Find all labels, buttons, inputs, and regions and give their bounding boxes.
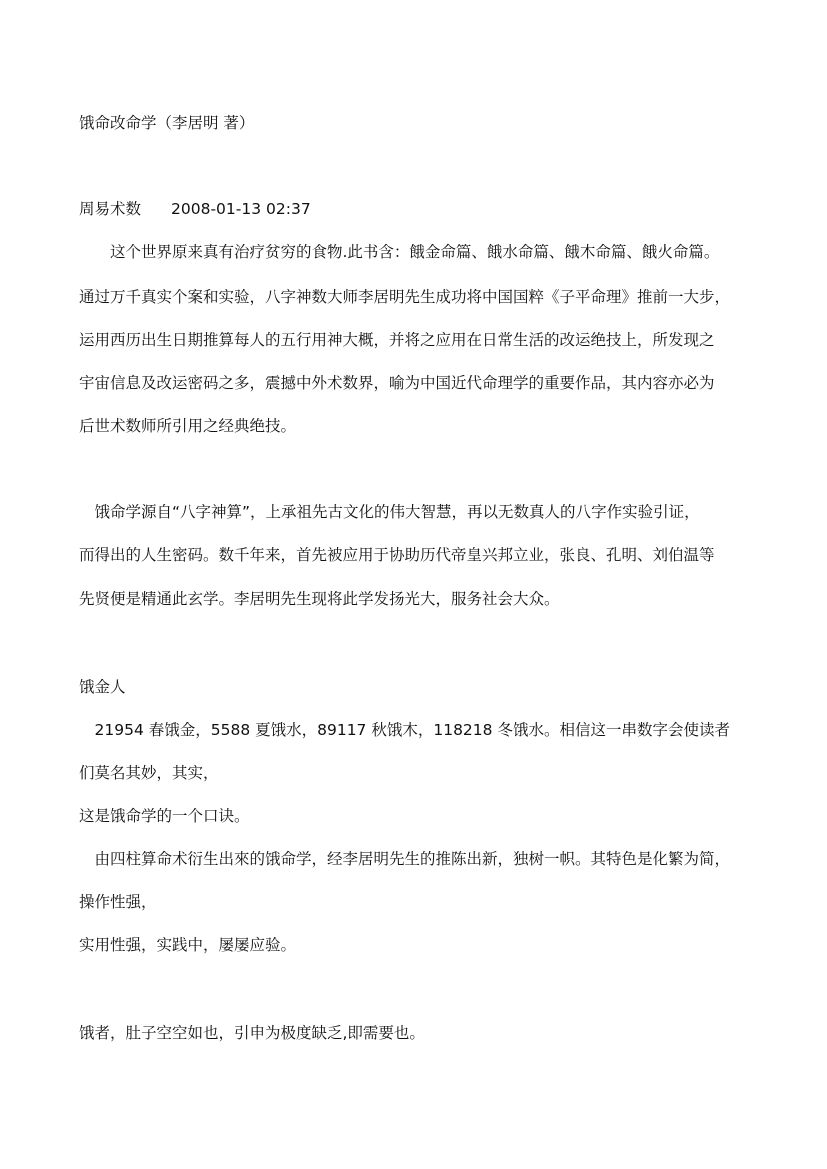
section-heading: 饿金人 bbox=[79, 678, 126, 696]
intro-line: 后世术数师所引用之经典绝技。 bbox=[79, 417, 297, 435]
intro-line: 宇宙信息及改运密码之多，震撼中外术数界，喻为中国近代命理学的重要作品，其内容亦必为 bbox=[79, 374, 715, 392]
meta-datetime: 2008-01-13 02:37 bbox=[171, 200, 311, 218]
meta-source: 周易术数 bbox=[79, 200, 142, 218]
section-line: 操作性强， bbox=[79, 893, 157, 911]
origin-line: 而得出的人生密码。数千年来，首先被应用于协助历代帝皇兴邦立业，张良、孔明、刘伯温等 bbox=[79, 546, 715, 564]
section-line: 21954 春饿金，5588 夏饿水，89117 秋饿木，118218 冬饿水。相信这一串数字会使读者 bbox=[79, 721, 730, 739]
definition-line: 饿者，肚子空空如也，引申为极度缺乏,即需要也。 bbox=[79, 1024, 425, 1042]
origin-line: 饿命学源自“八字神算”，上承祖先古文化的伟大智慧，再以无数真人的八字作实验引证， bbox=[79, 503, 700, 521]
intro-line: 运用西历出生日期推算每人的五行用神大概，并将之应用在日常生活的改运绝技上，所发现之 bbox=[79, 331, 715, 349]
intro-line: 通过万千真实个案和实验，八字神数大师李居明先生成功将中国国粹《子平命理》推前一大步， bbox=[79, 288, 731, 306]
section-line: 由四柱算命术衍生出來的饿命学，经李居明先生的推陈出新，独树一帜。其特色是化繁为简， bbox=[79, 850, 731, 868]
document-title: 饿命改命学（李居明 著） bbox=[79, 114, 255, 132]
document-meta bbox=[79, 199, 769, 219]
section-line: 实用性强，实践中，屡屡应验。 bbox=[79, 936, 297, 954]
section-line: 这是饿命学的一个口诀。 bbox=[79, 807, 250, 825]
section-line: 们莫名其妙，其实， bbox=[79, 764, 219, 782]
origin-line: 先贤便是精通此玄学。李居明先生现将此学发扬光大，服务社会大众。 bbox=[79, 590, 560, 608]
intro-line: 这个世界原来真有治疗贫穷的食物.此书含：餓金命篇、餓水命篇、餓木命篇、餓火命篇。 bbox=[79, 243, 720, 261]
